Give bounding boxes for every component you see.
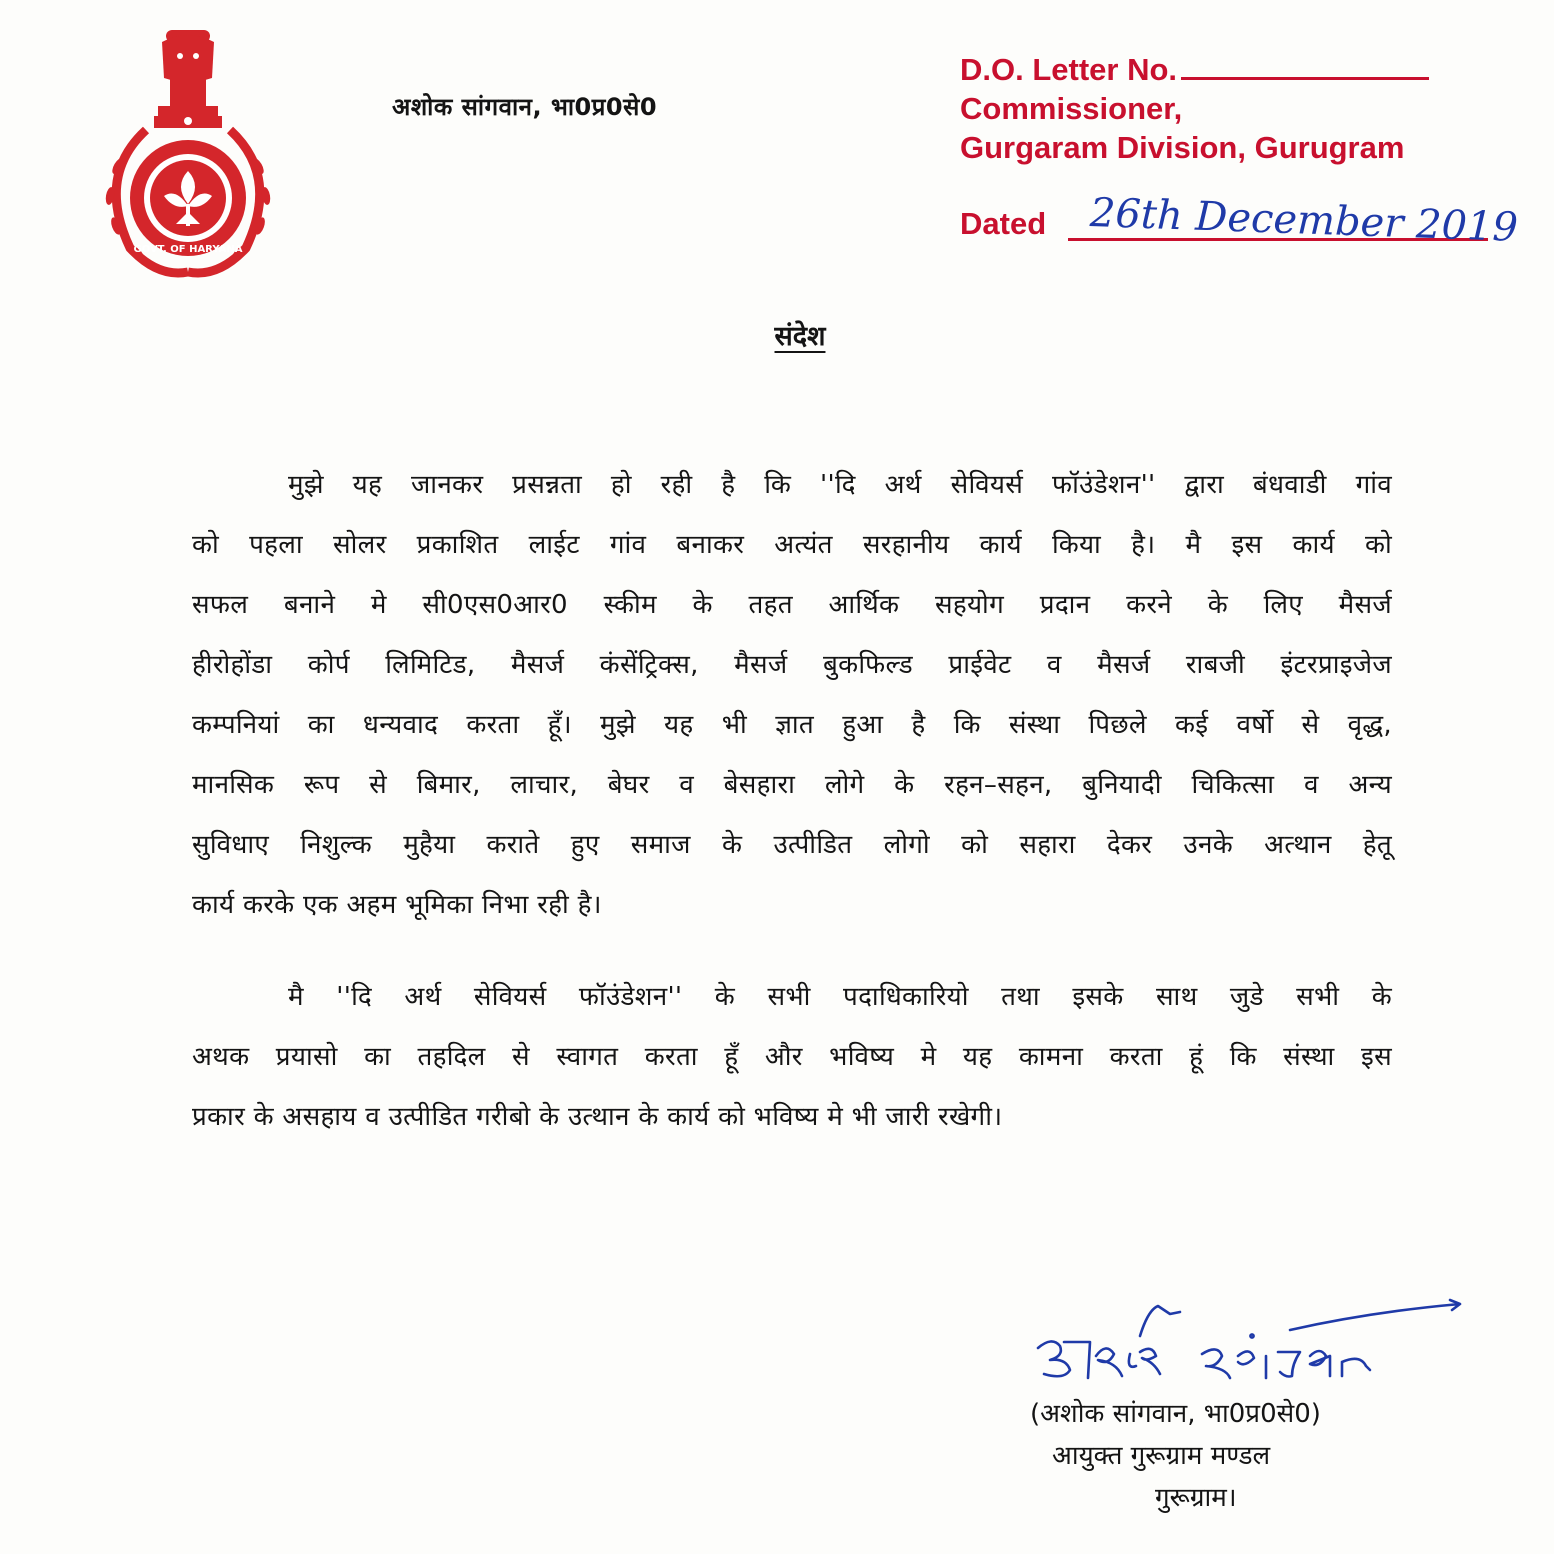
paragraph-line: प्रकार के असहाय व उत्पीडित गरीबो के उत्थान के कार्य को भविष्य मे भी जारी रखेगी। xyxy=(192,1102,1003,1132)
paragraph-2 xyxy=(192,967,1392,1147)
division: Gurgaram Division, Gurugram xyxy=(960,130,1405,165)
svg-text:GOVT. OF HARYANA: GOVT. OF HARYANA xyxy=(133,244,243,255)
paragraph-line: कार्य करके एक अहम भूमिका निभा रही है। xyxy=(192,890,602,920)
paragraph-line: को पहला सोलर प्रकाशित लाईट गांव बनाकर अत्यंत सरहानीय कार्य किया है। मै इस कार्य को xyxy=(192,530,1392,560)
document-title-wrap xyxy=(0,316,1554,353)
letter-no-blank xyxy=(1181,51,1429,80)
paragraph-line: सफल बनाने मे सी0एस0आर0 स्कीम के तहत आर्थिक सहयोग प्रदान करने के लिए मैसर्ज xyxy=(192,590,1392,620)
signatory-name: (अशोक सांगवान, भा0प्र0से0) xyxy=(1030,1399,1321,1429)
handwritten-signature xyxy=(1030,1296,1470,1386)
dated-row xyxy=(960,190,1530,266)
paragraph-line: अथक प्रयासो का तहदिल से स्वागत करता हूँ और भविष्य मे यह कामना करता हूं कि संस्था इस xyxy=(192,1042,1392,1072)
govt-of-haryana-emblem-icon xyxy=(88,26,288,284)
paragraph-line: मै ''दि अर्थ सेवियर्स फॉउंडेशन'' के सभी पदाधिकारियो तथा इसके साथ जुडे सभी के xyxy=(288,982,1392,1012)
paragraph-line: मुझे यह जानकर प्रसन्नता हो रही है कि ''दि अर्थ सेवियर्स फॉउंडेशन'' द्वारा बंधवाडी गांव xyxy=(288,470,1392,500)
letter-no-label: D.O. Letter No. xyxy=(960,52,1178,87)
paragraph-line: मानसिक रूप से बिमार, लाचार, बेघर व बेसहारा लोगे के रहन–सहन, बुनियादी चिकित्सा व अन्य xyxy=(192,770,1392,800)
dated-label: Dated xyxy=(960,206,1047,241)
dated-value-handwritten: 26th December 2019 xyxy=(1089,190,1519,251)
officer-name-header: अशोक सांगवान, भा0प्र0से0 xyxy=(392,93,658,121)
paragraph-line: सुविधाए निशुल्क मुहैया कराते हुए समाज के उत्पीडित लोगो को सहारा देकर उनके अत्थान हेतू xyxy=(192,830,1392,860)
letterhead-block xyxy=(960,50,1520,167)
document-title: संदेश xyxy=(774,321,826,352)
designation: Commissioner, xyxy=(960,91,1183,126)
signatory-designation: आयुक्त गुरूग्राम मण्डल xyxy=(1052,1441,1271,1471)
paragraph-1 xyxy=(192,455,1392,935)
paragraph-line: हीरोहोंडा कोर्प लिमिटिड, मैसर्ज कंसेंट्रिक्स, मैसर्ज बुकफिल्ड प्राईवेट व मैसर्ज राबजी इंटरप्राइजेज xyxy=(192,650,1392,680)
signatory-place: गुरूग्राम। xyxy=(1155,1483,1237,1513)
paragraph-line: कम्पनियां का धन्यवाद करता हूँ। मुझे यह भी ज्ञात हुआ है कि संस्था पिछले कई वर्षो से वृद्ध, xyxy=(192,710,1392,740)
letter-no-row xyxy=(960,50,1520,89)
signatory-block xyxy=(1030,1393,1390,1519)
